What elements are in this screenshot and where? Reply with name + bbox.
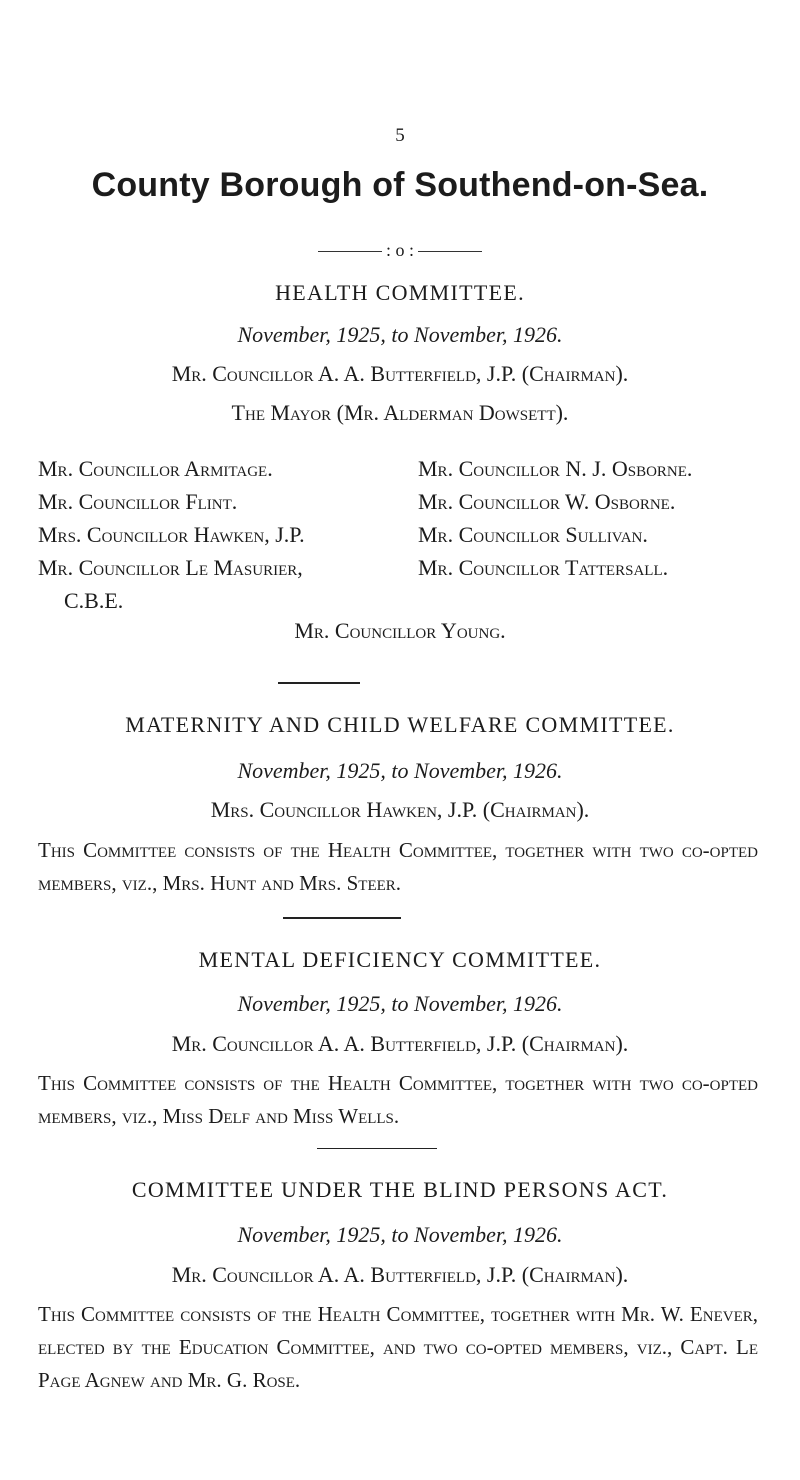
member-left: Mr. Councillor Le Masurier, — [38, 555, 303, 580]
blind-committee-chairman: Mr. Councillor A. A. Butterfield, J.P. (Chairman). — [171, 1262, 629, 1287]
member-row — [38, 551, 692, 584]
member-left: C.B.E. — [64, 588, 124, 613]
member-row — [38, 584, 692, 617]
maternity-committee-period: November, 1925, to November, 1926. — [237, 758, 563, 783]
section-divider — [278, 682, 360, 684]
separator-dash-left — [318, 251, 382, 252]
mental-committee-chairman: Mr. Councillor A. A. Butterfield, J.P. (Chairman). — [171, 1031, 629, 1056]
separator-text: : o : — [385, 240, 414, 260]
health-committee-period: November, 1925, to November, 1926. — [237, 322, 563, 347]
member-left: Mrs. Councillor Hawken, J.P. — [38, 522, 305, 547]
member-row — [38, 485, 692, 518]
section-divider — [283, 917, 401, 919]
member-right: Mr. Councillor Tattersall. — [418, 555, 669, 580]
health-committee-heading: HEALTH COMMITTEE. — [275, 280, 525, 305]
member-left: Mr. Councillor Flint. — [38, 489, 238, 514]
blind-committee-body: This Committee consists of the Health Committee, together with Mr. W. Enever, elected by the Education Committee, and two co-opted members, viz., Capt. Le Page Agnew and Mr. G. Rose. — [38, 1302, 758, 1392]
member-row — [38, 518, 692, 551]
separator-dash-right — [418, 251, 482, 252]
member-right: Mr. Councillor N. J. Osborne. — [418, 456, 693, 481]
maternity-committee-body: This Committee consists of the Health Committee, together with two co-opted members, viz., Mrs. Hunt and Mrs. Steer. — [38, 838, 758, 895]
member-right: Mr. Councillor Sullivan. — [418, 522, 648, 547]
page-number: 5 — [395, 125, 405, 146]
title-separator — [0, 240, 800, 261]
health-committee-chairman: Mr. Councillor A. A. Butterfield, J.P. (Chairman). — [171, 361, 629, 386]
member-row — [38, 452, 692, 485]
section-divider — [317, 1148, 437, 1149]
document-title: County Borough of Southend-on-Sea. — [91, 166, 709, 204]
mental-committee-body: This Committee consists of the Health Committee, together with two co-opted members, viz., Miss Delf and Miss Wells. — [38, 1071, 758, 1128]
health-committee-mayor: The Mayor (Mr. Alderman Dowsett). — [231, 400, 569, 425]
health-committee-last-member: Mr. Councillor Young. — [294, 618, 506, 643]
health-committee-members — [38, 452, 692, 617]
mental-committee-period: November, 1925, to November, 1926. — [237, 991, 563, 1016]
blind-committee-heading: COMMITTEE UNDER THE BLIND PERSONS ACT. — [131, 1177, 669, 1202]
blind-committee-period: November, 1925, to November, 1926. — [237, 1222, 563, 1247]
maternity-committee-heading: MATERNITY AND CHILD WELFARE COMMITTEE. — [125, 712, 675, 737]
member-left: Mr. Councillor Armitage. — [38, 456, 273, 481]
maternity-committee-chairman: Mrs. Councillor Hawken, J.P. (Chairman). — [210, 797, 590, 822]
mental-committee-heading: MENTAL DEFICIENCY COMMITTEE. — [198, 947, 602, 972]
member-right: Mr. Councillor W. Osborne. — [418, 489, 676, 514]
